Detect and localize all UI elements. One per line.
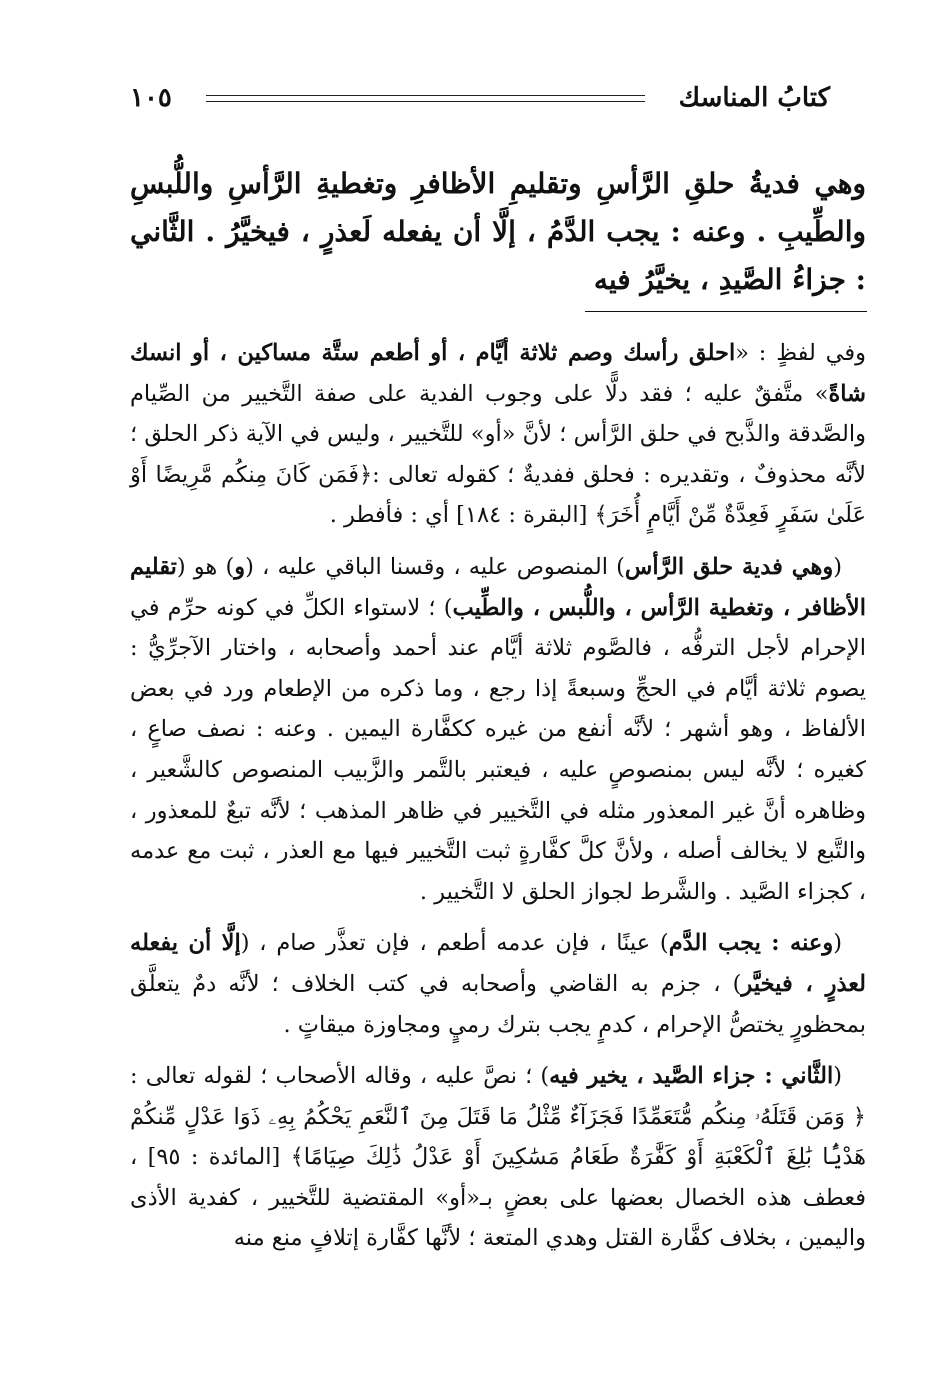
bold-quote-segment: الثَّاني : جزاء الصَّيد ، يخير فيه [549,1063,834,1090]
text-segment: ) ؛ لاستواء الكلِّ في كونه حرِّم في الإحرام لأجل الترفُّه ، فالصَّوم ثلاثة أيَّام عند أحمد وأصحابه ، واختار الآجرِّيُّ : يصوم ثلاثة أيَّام في الحجِّ وسبعةً إذا رجع ، وما ذكره من الإطعام ورد في بعض الألفاظ ، وهو أشهر ؛ لأنَّه أنفع من غيره ككفَّارة اليمين . وعنه : نصف صاعٍ ، كغيره ؛ لأنَّه ليس بمنصوصٍ عليه ، فيعتبر بالتَّمر والزَّبيب المنصوص كالشَّعير ، وظاهره أنَّ غير المعذور مثله في التَّخيير في ظاهر المذهب ؛ لأنَّه تبعٌ للمعذور ، والتَّبع لا يخالف أصله ، ولأنَّ كلَّ كفَّارةٍ ثبت التَّخيير فيها مع العذر ، ثبت مع عدمه ، كجزاء الصَّيد . والشَّرط لجواز الحلق لا التَّخيير . [130,594,866,905]
bold-quote-segment: إلَّا أن يفعله لعذرٍ ، فيخيَّر [130,930,867,997]
text-segment: ( [833,930,842,957]
commentary-paragraph [130,333,866,536]
text-segment: ( [833,1063,842,1090]
commentary [130,333,866,1270]
text-segment: ) ، جزم به القاضي وأصحابه في كتب الخلاف ؛ لأنَّه دمٌ يتعلَّق بمحظورٍ يختصُّ الإحرام ، كدمٍ يجب بترك رميٍ ومجاوزة ميقاتٍ . [130,970,866,1038]
commentary-paragraph [130,547,866,912]
text-segment: وفي لفظٍ : « [735,340,867,366]
bold-quote-segment: احلق رأسك وصم ثلاثة أيَّام ، أو أطعم ستَّة مساكين ، أو انسك شاةً [130,340,866,407]
text-segment: ) عينًا ، فإن عدمه أطعم ، فإن تعذَّر صام ، ( [240,930,669,957]
page-number: ١٠٥ [130,83,172,113]
commentary-paragraph [130,923,866,1045]
bold-quote-segment: وعنه : يجب الدَّم [668,930,834,957]
text-segment: ) ؛ نصَّ عليه ، وقاله الأصحاب ؛ لقوله تعالى : ﴿ وَمَن قَتَلَهُۥ مِنكُم مُّتَعَمِّدًا فَجَزَآءٌ مِّثْلُ مَا قَتَلَ مِنَ ٱلنَّعَمِ يَحْكُمُ بِهِۦ ذَوَا عَدْلٍ مِّنكُمْ هَدْيًۢا بَٰلِغَ ٱلْكَعْبَةِ أَوْ كَفَّٰرَةٌ طَعَامُ مَسَٰكِينَ أَوْ عَدْلُ ذَٰلِكَ صِيَامًا﴾ [المائدة : ٩٥] ، فعطف هذه الخصال بعضها على بعضٍ بـ«أو» المقتضية للتَّخيير ، كفدية الأذى واليمين ، بخلاف كفَّارة القتل وهدي المتعة ؛ لأنَّها كفَّارة إتلافٍ منع منه [130,1063,866,1252]
bold-quote-segment: تقليم الأظافر ، وتغطية الرَّأس ، واللُّبس ، والطِّيب [130,553,866,621]
running-header [130,78,830,118]
footnote-divider [585,311,867,312]
text-segment: ) هو ( [176,553,235,580]
text-segment: ( [833,553,842,580]
commentary-paragraph [130,1056,866,1259]
book-title: كتابُ المناسك [678,83,830,113]
text-segment: ) المنصوص عليه ، وقسنا الباقي عليه ، ( [245,553,625,580]
main-text: وهي فديةُ حلقِ الرَّأسِ وتقليمِ الأظافرِ وتغطيةِ الرَّأسِ واللُّبسِ والطِّيبِ . وعنه : يجب الدَّمُ ، إلَّا أن يفعله لَعذرٍ ، فيخيَّرُ . الثَّاني : جزاءُ الصَّيدِ ، يخيَّرُ فيه [130,167,866,296]
bold-quote-segment: و [234,553,246,580]
text-segment: » متَّفقٌ عليه ؛ فقد دلًّا على وجوب الفدية على صفة التَّخيير من الصِّيام والصَّدقة والذَّبح في حلق الرَّأس ؛ لأنَّ «أو» للتَّخيير ، وليس في الآية ذكر الحلق ؛ لأنَّه محذوفٌ ، وتقديره : فحلق ففديةٌ ؛ كقوله تعالى :﴿فَمَن كَانَ مِنكُم مَّرِيضًا أَوْ عَلَىٰ سَفَرٍ فَعِدَّةٌ مِّنْ أَيَّامٍ أُخَرَ﴾ [البقرة : ١٨٤] أي : فأفطر . [130,380,866,529]
bold-quote-segment: وهي فدية حلق الرَّأس [624,553,834,580]
header-rule [206,95,645,102]
